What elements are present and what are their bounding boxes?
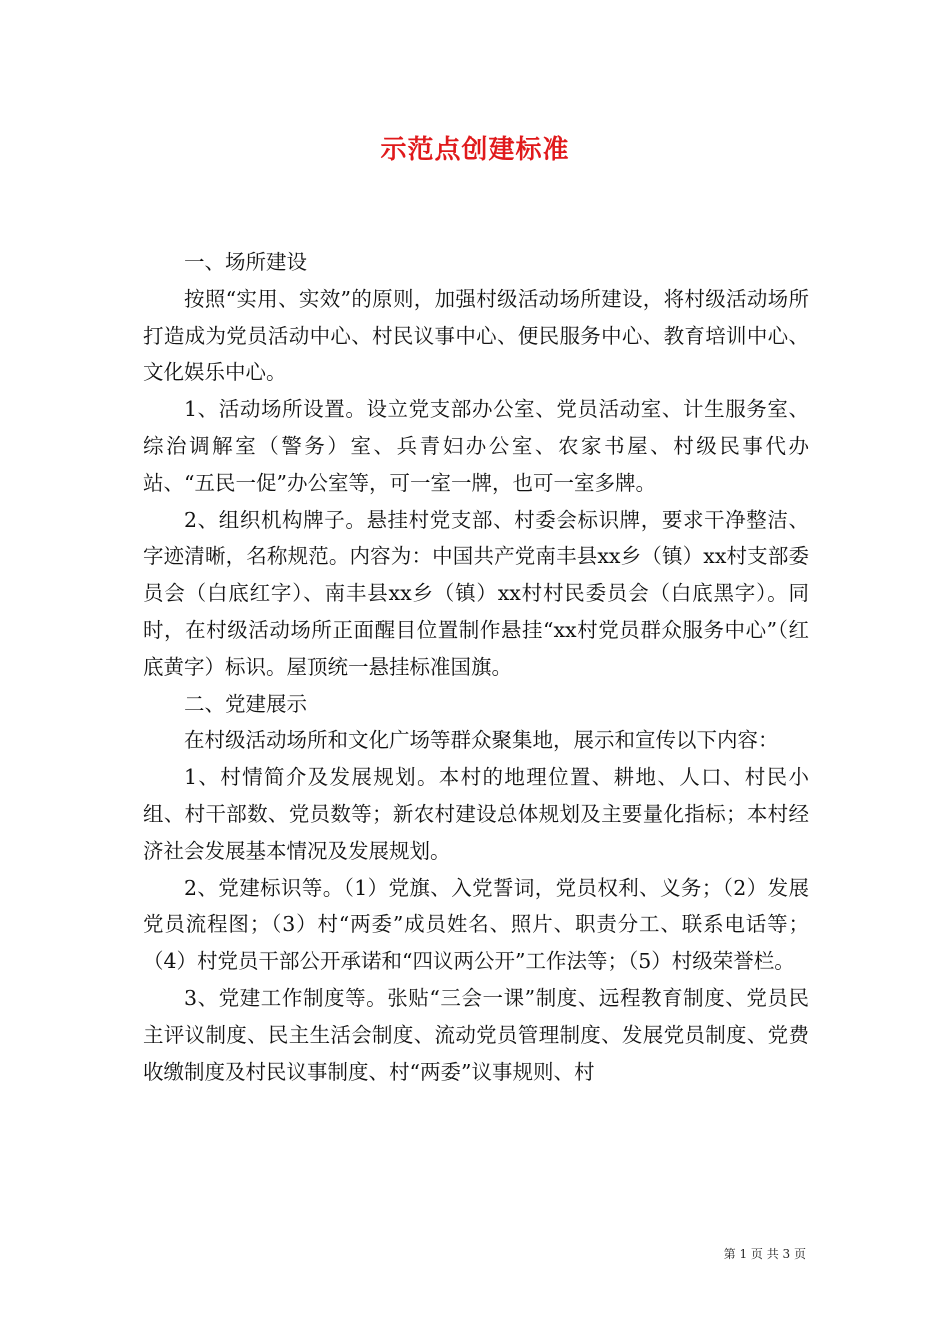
paragraph: 3、党建工作制度等。张贴“三会一课”制度、远程教育制度、党员民主评议制度、民主生活会制度、流动党员管理制度、发展党员制度、党费收缴制度及村民议事制度、村“两委”议事规则、村 xyxy=(143,985,809,1084)
document-title: 示范点创建标准 xyxy=(380,135,570,165)
paragraph: 1、活动场所设置。设立党支部办公室、党员活动室、计生服务室、综治调解室（警务）室、兵青妇办公室、农家书屋、村级民事代办站、“五民一促”办公室等，可一室一牌，也可一室多牌。 xyxy=(143,397,809,495)
section-heading-venue: 一、场所建设 xyxy=(184,250,307,274)
page-number: 第 1 页 共 3 页 xyxy=(723,1247,806,1261)
paragraph: 2、组织机构牌子。悬挂村党支部、村委会标识牌，要求干净整洁、字迹清晰，名称规范。内容为：中国共产党南丰县xx乡（镇）xx村支部委员会（白底红字）、南丰县xx乡（镇）xx村村民委员会（白底黑字）。同时，在村级活动场所正面醒目位置制作悬挂“xx村党员群众服务中心”（红底黄字）标识。屋顶统一悬挂标准国旗。 xyxy=(143,507,809,679)
paragraph: 在村级活动场所和文化广场等群众聚集地，展示和宣传以下内容： xyxy=(184,728,779,753)
section-heading-party-display: 二、党建展示 xyxy=(184,691,307,716)
paragraph: 按照“实用、实效”的原则，加强村级活动场所建设，将村级活动场所打造成为党员活动中心、村民议事中心、便民服务中心、教育培训中心、文化娱乐中心。 xyxy=(143,286,809,385)
paragraph: 2、党建标识等。（1）党旗、入党誓词，党员权利、义务；（2）发展党员流程图；（3）村“两委”成员姓名、照片、职责分工、联系电话等；（4）村党员干部公开承诺和“四议两公开”工作法等；（5）村级荣誉栏。 xyxy=(143,875,809,974)
document-body xyxy=(143,244,809,1090)
paragraph: 1、村情简介及发展规划。本村的地理位置、耕地、人口、村民小组、村干部数、党员数等；新农村建设总体规划及主要量化指标；本村经济社会发展基本情况及发展规划。 xyxy=(143,765,809,863)
